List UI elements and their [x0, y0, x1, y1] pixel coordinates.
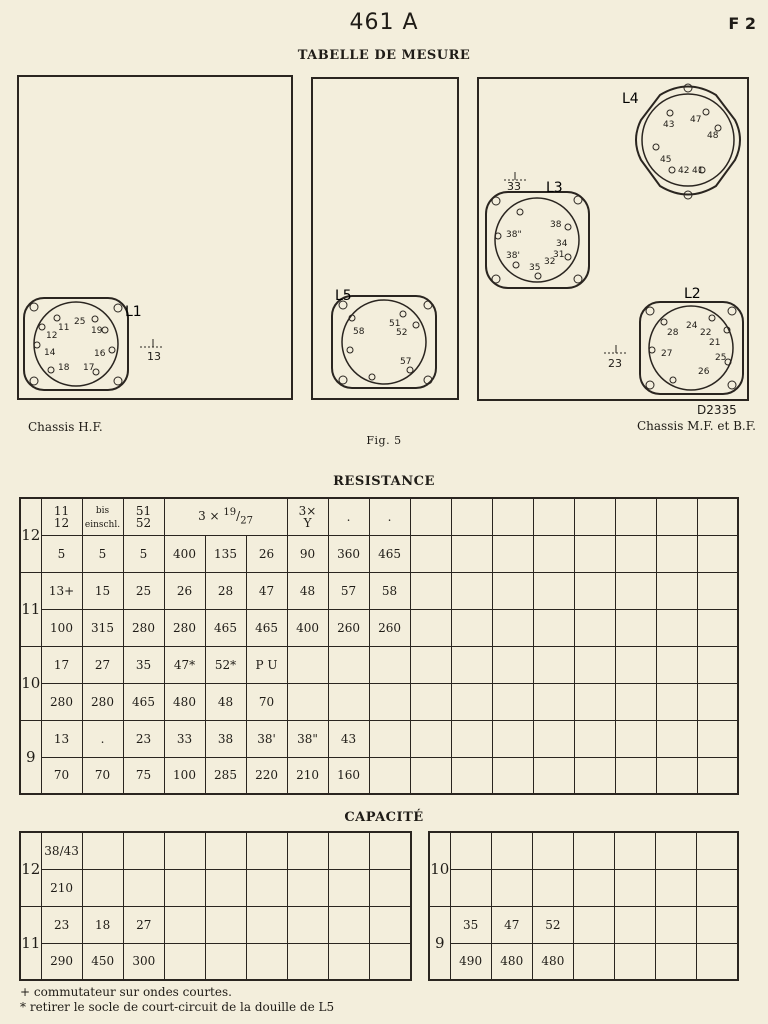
value-cell: 260 — [328, 609, 369, 646]
drawing-ref: D2335 — [697, 403, 737, 417]
pin-label: 14 — [44, 348, 56, 358]
pin-cell: 35 — [123, 646, 164, 683]
socket-l5 — [332, 288, 436, 388]
pin-cell: 38" — [287, 720, 328, 757]
value-cell: 400 — [287, 609, 328, 646]
socket-l1 — [24, 298, 164, 390]
value-cell: 450 — [82, 943, 123, 980]
pin-cell: 43 — [328, 720, 369, 757]
pin-label: 38" — [506, 230, 522, 240]
row-label: 10 — [20, 646, 41, 720]
capacite-table-right — [428, 831, 739, 981]
value-cell: 5 — [41, 535, 82, 572]
value-cell: 5 — [82, 535, 123, 572]
value-cell: 465 — [205, 609, 246, 646]
value-cell: 285 — [205, 757, 246, 794]
value-cell: 48 — [205, 683, 246, 720]
value-cell: 290 — [41, 943, 82, 980]
pin-label: 11 — [58, 323, 70, 333]
pin-cell: 47 — [491, 906, 532, 943]
pin-label: 25 — [715, 353, 727, 363]
row-label: 10 — [429, 832, 450, 906]
header-cell: 51 52 — [123, 498, 164, 535]
value-cell: 210 — [41, 869, 82, 906]
value-cell: 90 — [287, 535, 328, 572]
pin-label: 34 — [556, 239, 568, 249]
footnote-mark: + — [20, 985, 31, 999]
capacite-title: CAPACITÉ — [344, 810, 424, 825]
page-code: F 2 — [728, 14, 756, 33]
page-title: 461 A — [349, 10, 419, 35]
header-cell: . — [328, 498, 369, 535]
header-cell: $3 \times ^{19}/_{27}$ — [164, 498, 287, 535]
pin-label: 31 — [553, 250, 565, 260]
pin-label: 38' — [506, 251, 520, 261]
pin-label: 43 — [663, 120, 675, 130]
caption-right: Chassis M.F. et B.F. — [636, 419, 756, 433]
value-cell: 490 — [450, 943, 491, 980]
value-cell: 400 — [164, 535, 205, 572]
pin-label: 52 — [396, 328, 408, 338]
pin-label: 57 — [400, 357, 412, 367]
pin-cell: 52* — [205, 646, 246, 683]
value-cell: 135 — [205, 535, 246, 572]
socket-label: L5 — [335, 288, 352, 304]
value-cell: 5 — [123, 535, 164, 572]
row-label: 11 — [20, 572, 41, 646]
pin-cell: 47 — [246, 572, 287, 609]
value-cell: 26 — [246, 535, 287, 572]
pin-label: 32 — [544, 257, 556, 267]
value-cell: 70 — [246, 683, 287, 720]
header-cell: 3× Y — [287, 498, 328, 535]
footnote-text: commutateur sur ondes courtes. — [33, 985, 232, 999]
value-cell: 360 — [328, 535, 369, 572]
value-cell: 465 — [123, 683, 164, 720]
pin-cell: 38 — [205, 720, 246, 757]
row-label: 12 — [20, 832, 41, 906]
pin-label: 22 — [700, 328, 712, 338]
row-label: 11 — [20, 906, 41, 980]
socket-label: L2 — [684, 286, 701, 302]
pin-label: 51 — [389, 319, 401, 329]
pin-label: 58 — [353, 327, 365, 337]
pin-label: 16 — [94, 349, 106, 359]
value-cell: 75 — [123, 757, 164, 794]
pin-label: 25 — [74, 317, 86, 327]
pin-label: 41 — [692, 166, 704, 176]
resistance-title: RESISTANCE — [333, 474, 435, 489]
value-cell: 70 — [82, 757, 123, 794]
pin-label: 28 — [667, 328, 679, 338]
pin-cell: 48 — [287, 572, 328, 609]
socket-label: L3 — [546, 180, 563, 196]
pin-label: 12 — [46, 331, 58, 341]
pin-label: 48 — [707, 131, 719, 141]
socket-l2 — [604, 286, 743, 394]
row-label: 9 — [20, 720, 41, 794]
pin-label: 18 — [58, 363, 70, 373]
resistance-table — [19, 497, 739, 795]
value-cell: 280 — [82, 683, 123, 720]
value-cell: 100 — [41, 609, 82, 646]
ground-label: 33 — [507, 180, 521, 193]
value-cell: 480 — [532, 943, 573, 980]
pin-label: 47 — [690, 115, 702, 125]
pin-cell: 13 — [41, 720, 82, 757]
pin-cell: 38/43 — [41, 832, 82, 869]
value-cell: 210 — [287, 757, 328, 794]
ground-label: 23 — [608, 357, 622, 370]
pin-cell: 15 — [82, 572, 123, 609]
row-label: 12 — [20, 498, 41, 572]
socket-diagrams — [0, 0, 768, 430]
value-cell: 465 — [246, 609, 287, 646]
pin-cell: 23 — [123, 720, 164, 757]
pin-cell: 58 — [369, 572, 410, 609]
footnote-plus — [20, 985, 232, 1000]
value-cell: 300 — [123, 943, 164, 980]
pin-cell: . — [82, 720, 123, 757]
socket-l4 — [622, 84, 740, 199]
pin-cell: 28 — [205, 572, 246, 609]
pin-cell: 23 — [41, 906, 82, 943]
value-cell: 260 — [369, 609, 410, 646]
value-cell: 280 — [123, 609, 164, 646]
header-cell: bis einschl. — [82, 498, 123, 535]
pin-cell: 27 — [82, 646, 123, 683]
socket-l3 — [486, 172, 589, 288]
pin-cell: 17 — [41, 646, 82, 683]
fig-label: Fig. 5 — [366, 434, 402, 447]
pin-label: 42 — [678, 166, 690, 176]
row-label: 9 — [429, 906, 450, 980]
pin-cell: 52 — [532, 906, 573, 943]
value-cell: 315 — [82, 609, 123, 646]
pin-cell: 25 — [123, 572, 164, 609]
value-cell: 160 — [328, 757, 369, 794]
footnote-mark: * — [20, 1000, 26, 1014]
pin-cell: 47* — [164, 646, 205, 683]
pin-label: 27 — [661, 349, 673, 359]
value-cell: 100 — [164, 757, 205, 794]
footnote-star — [20, 1000, 334, 1015]
pin-label: 24 — [686, 321, 698, 331]
pin-cell: 18 — [82, 906, 123, 943]
pin-cell: 57 — [328, 572, 369, 609]
value-cell: 280 — [164, 609, 205, 646]
pin-cell: 26 — [164, 572, 205, 609]
pin-cell: 13+ — [41, 572, 82, 609]
page-subtitle: TABELLE DE MESURE — [297, 48, 471, 63]
header-cell: 11 12 — [41, 498, 82, 535]
capacite-table-left — [19, 831, 412, 981]
pin-cell: P U — [246, 646, 287, 683]
pin-label: 26 — [698, 367, 710, 377]
pin-label: 21 — [709, 338, 721, 348]
caption-left: Chassis H.F. — [28, 420, 103, 434]
value-cell: 280 — [41, 683, 82, 720]
value-cell: 480 — [164, 683, 205, 720]
pin-cell: 27 — [123, 906, 164, 943]
value-cell: 70 — [41, 757, 82, 794]
footnote-text: retirer le socle de court-circuit de la douille de L5 — [29, 1000, 335, 1014]
pin-cell: 33 — [164, 720, 205, 757]
pin-cell: 38' — [246, 720, 287, 757]
socket-label: L1 — [125, 304, 142, 320]
pin-label: 17 — [83, 363, 95, 373]
pin-label: 45 — [660, 155, 672, 165]
pin-label: 19 — [91, 326, 103, 336]
socket-label: L4 — [622, 91, 639, 107]
pin-label: 35 — [529, 263, 541, 273]
pin-cell: 35 — [450, 906, 491, 943]
value-cell: 220 — [246, 757, 287, 794]
header-cell: . — [369, 498, 410, 535]
value-cell: 480 — [491, 943, 532, 980]
pin-label: 38 — [550, 220, 562, 230]
value-cell: 465 — [369, 535, 410, 572]
ground-label: 13 — [147, 350, 161, 363]
